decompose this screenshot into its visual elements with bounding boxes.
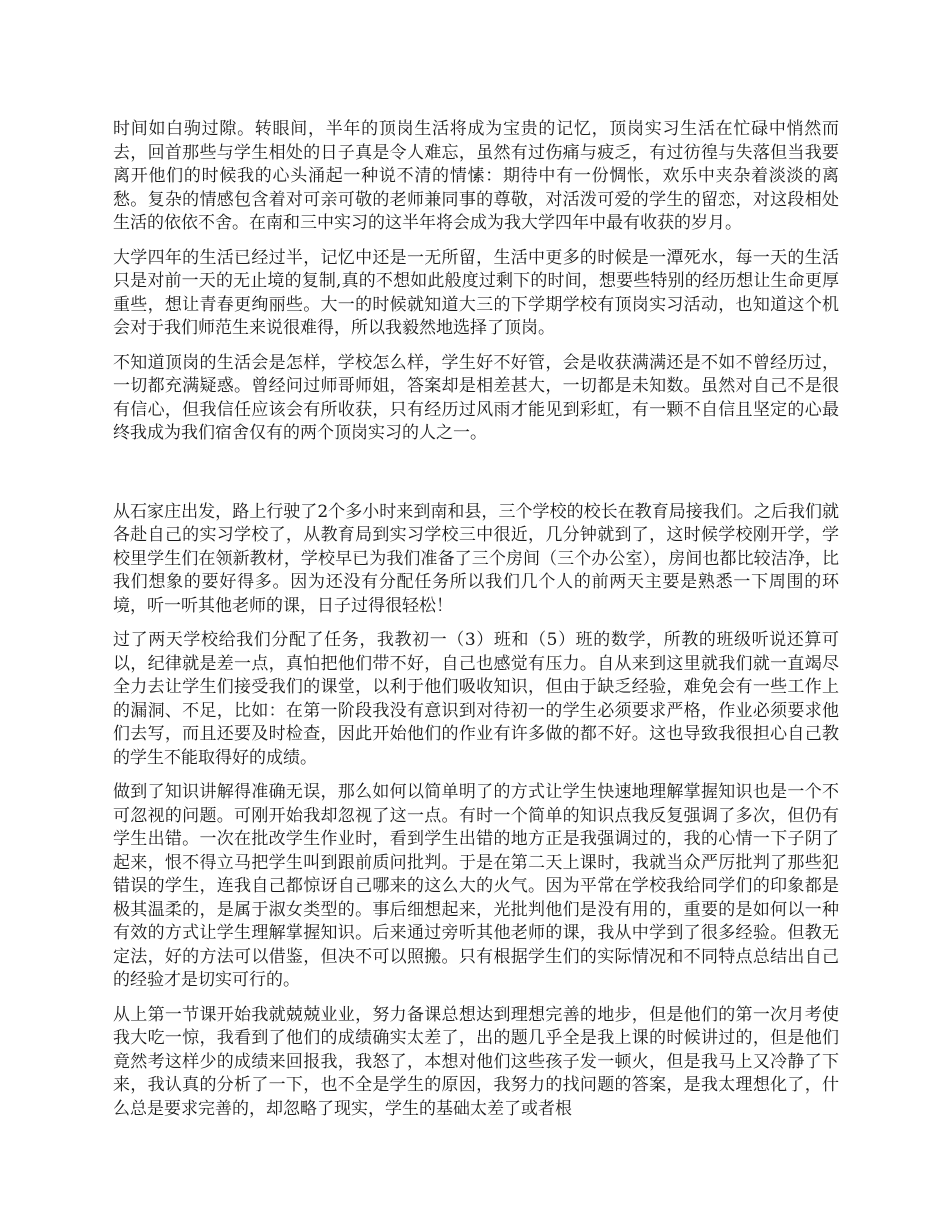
- paragraph-1: 时间如白驹过隙。转眼间，半年的顶岗生活将成为宝贵的记忆，顶岗实习生活在忙碌中悄然而去，回首那些与学生相处的日子真是令人难忘，虽然有过伤痛与疲乏，有过彷徨与失落但当我要离开他们的时候我的心头涌起一种说不清的情愫：期待中有一份惆怅，欢乐中夹杂着淡淡的离愁。复杂的情感包含着对可亲可敬的老师兼同事的尊敬，对活泼可爱的学生的留恋，对这段相处生活的依依不舍。在南和三中实习的这半年将会成为我大学四年中最有收获的岁月。: [113, 119, 839, 233]
- paragraph-6: 做到了知识讲解得准确无误，那么如何以简单明了的方式让学生快速地理解掌握知识也是一个不可忽视的问题。可刚开始我却忽视了这一点。有时一个简单的知识点我反复强调了多次，但仍有学生出错。一次在批改学生作业时，看到学生出错的地方正是我强调过的，我的心情一下子阴了起来，恨不得立马把学生叫到跟前质问批判。于是在第二天上课时，我就当众严厉批判了那些犯错误的学生，连我自己都惊讶自己哪来的这么大的火气。因为平常在学校我给同学们的印象都是极其温柔的，是属于淑女类型的。事后细想起来，光批判他们是没有用的，重要的是如何以一种有效的方式让学生理解掌握知识。后来通过旁听其他老师的课，我从中学到了很多经验。但教无定法，好的方法可以借鉴，但决不可以照搬。只有根据学生们的实际情况和不同特点总结出自己的经验才是切实可行的。: [113, 782, 839, 990]
- paragraph-4: 从石家庄出发，路上行驶了2个多小时来到南和县，三个学校的校长在教育局接我们。之后我们就各赴自己的实习学校了，从教育局到实习学校三中很近，几分钟就到了，这时候学校刚开学，学校里学生们在领新教材，学校早已为我们准备了三个房间（三个办公室），房间也都比较洁净，比我们想象的要好得多。因为还没有分配任务所以我们几个人的前两天主要是熟悉一下周围的环境，听一听其他老师的课，日子过得很轻松！: [113, 501, 839, 616]
- paragraph-7: 从上第一节课开始我就兢兢业业，努力备课总想达到理想完善的地步，但是他们的第一次月考使我大吃一惊，我看到了他们的成绩确实太差了，出的题几乎全是我上课的时候讲过的，但是他们竟然考这样少的成绩来回报我，我怒了，本想对他们这些孩子发一顿火，但是我马上又冷静了下来，我认真的分析了一下，也不全是学生的原因，我努力的找问题的答案，是我太理想化了，什么总是要求完善的，却忽略了现实，学生的基础太差了或者根: [113, 1004, 839, 1119]
- section-gap: [113, 457, 839, 501]
- document-page: [113, 118, 839, 1132]
- paragraph-2: 大学四年的生活已经过半，记忆中还是一无所留，生活中更多的时候是一潭死水，每一天的生活只是对前一天的无止境的复制,真的不想如此般度过剩下的时间，想要些特别的经历想让生命更厚重些，想让青春更绚丽些。大一的时候就知道大三的下学期学校有顶岗实习活动，也知道这个机会对于我们师范生来说很难得，所以我毅然地选择了顶岗。: [113, 247, 839, 338]
- paragraph-5: 过了两天学校给我们分配了任务，我教初一（3）班和（5）班的数学，所教的班级听说还算可以，纪律就是差一点，真怕把他们带不好，自己也感觉有压力。自从来到这里就我们就一直竭尽全力去让学生们接受我们的课堂，以利于他们吸收知识，但由于缺乏经验，难免会有一些工作上的漏洞、不足，比如：在第一阶段我没有意识到对待初一的学生必须要求严格，作业必须要求他们去写，而且还要及时检查，因此开始他们的作业有许多做的都不好。这也导致我很担心自己教的学生不能取得好的成绩。: [113, 630, 839, 768]
- paragraph-3: 不知道顶岗的生活会是怎样，学校怎么样，学生好不好管，会是收获满满还是不如不曾经历过，一切都充满疑惑。曾经问过师哥师姐，答案却是相差甚大，一切都是未知数。虽然对自己不是很有信心，但我信任应该会有所收获，只有经历过风雨才能见到彩虹，有一颗不自信且坚定的心最终我成为我们宿舍仅有的两个顶岗实习的人之一。: [113, 352, 839, 443]
